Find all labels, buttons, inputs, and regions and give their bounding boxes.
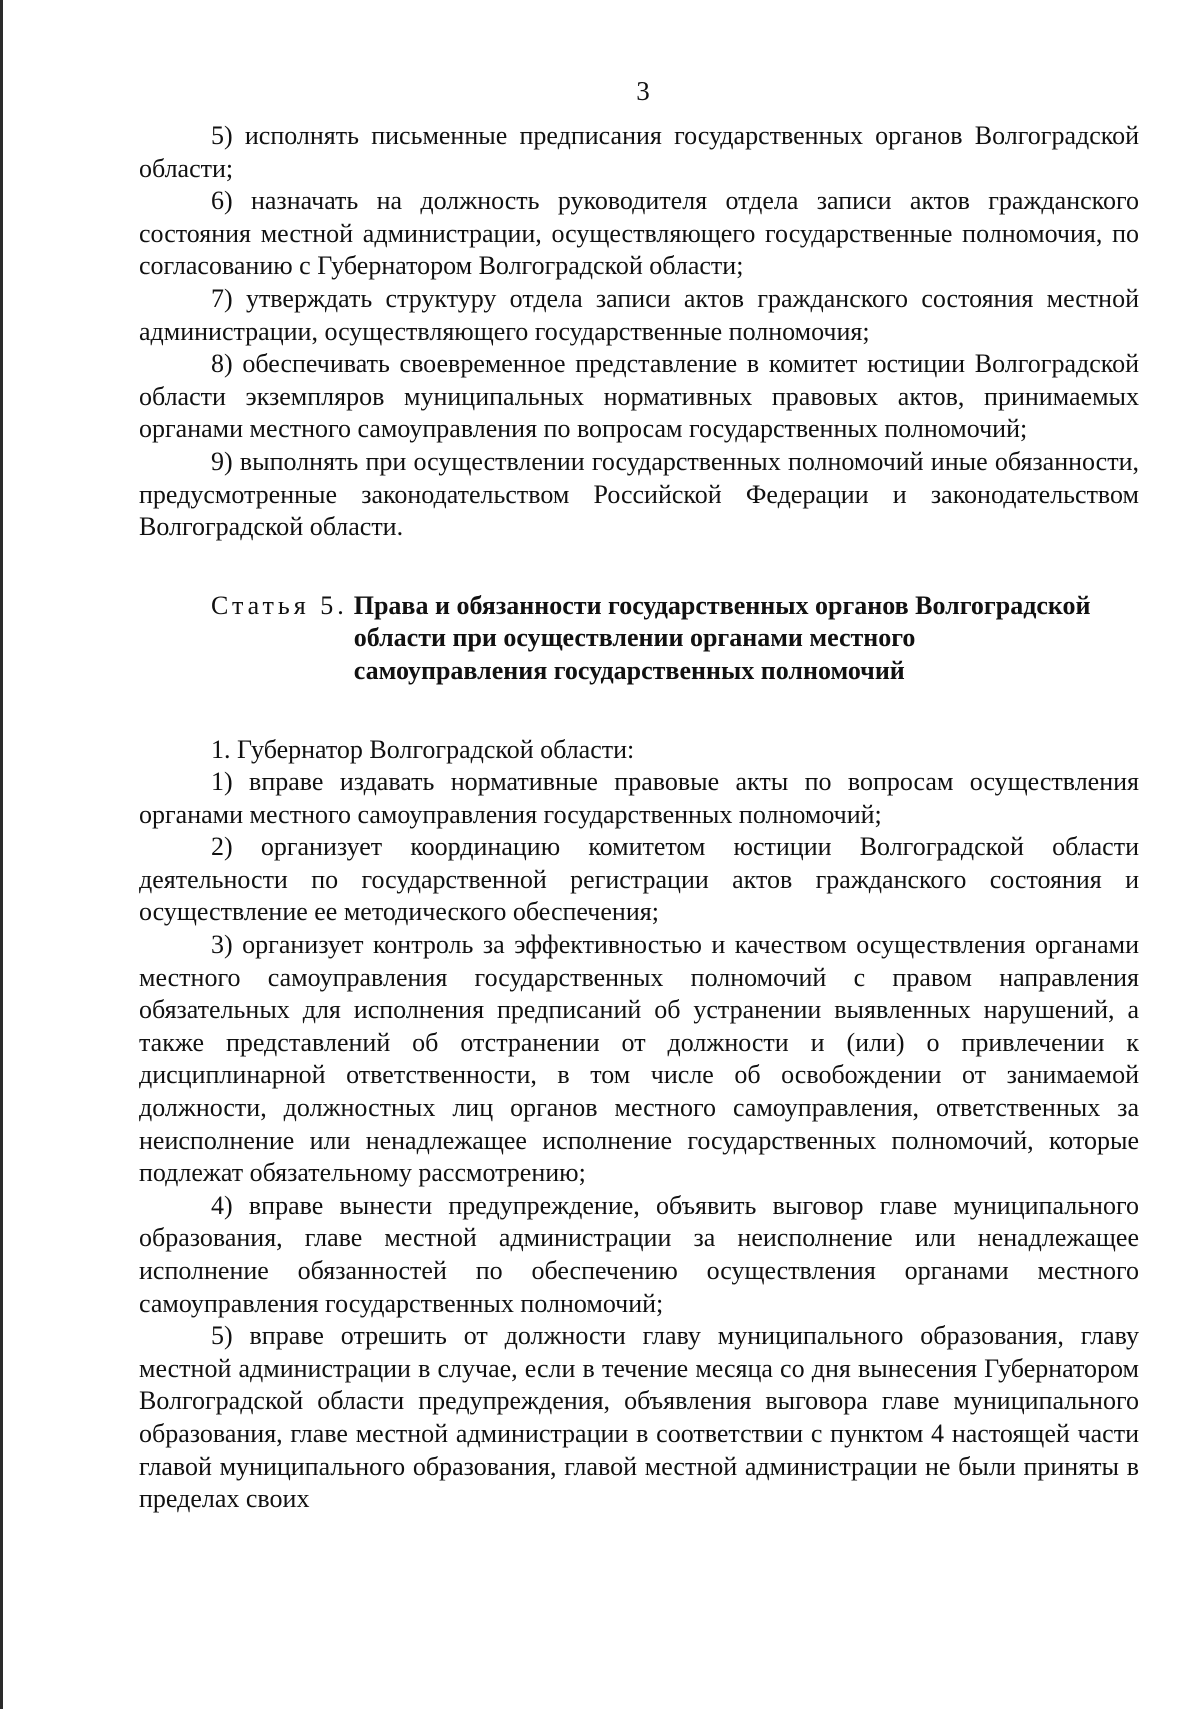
page-number: 3: [636, 76, 650, 106]
article-title: Права и обязанности государственных органов Волгоградской области при осуществлении органами местного самоуправления государственных полномочий: [353, 590, 1091, 685]
paragraph-item-7: 7) утверждать структуру отдела записи актов гражданского состояния местной администрации, осуществляющего государственные полномочия;: [139, 283, 1139, 346]
paragraph-item-5: 5) исполнять письменные предписания государственных органов Волгоградской области;: [139, 121, 1139, 183]
article-heading: [139, 590, 1139, 688]
part-1-intro: 1. Губернатор Волгоградской области:: [211, 734, 635, 764]
paragraph-item-6: 6) назначать на должность руководителя отдела записи актов гражданского состояния местной администрации, осуществляющего государственные полномочия, по согласованию с Губернатором Волгоградской области;: [139, 186, 1139, 281]
part-1-item-4: 4) вправе вынести предупреждение, объявить выговор главе муниципального образования, главе местной администрации за неисполнение или ненадлежащее исполнение обязанностей по обеспечению осуществления органами местного самоуправления государственных полномочий;: [139, 1190, 1139, 1318]
part-1-item-5: 5) вправе отрешить от должности главу муниципального образования, главу местной администрации в случае, если в течение месяца со дня вынесения Губернатором Волгоградской области предупреждения, объявления выговора главе муниципального образования, главе местной администрации в соответствии с пунктом 4 настоящей части главой муниципального образования, главой местной администрации не были приняты в пределах своих: [139, 1321, 1139, 1514]
document-body: [139, 120, 1139, 1516]
part-1-item-3: 3) организует контроль за эффективностью и качеством осуществления органами местного самоуправления государственных полномочий с правом направления обязательных для исполнения предписаний об устранении выявленных нарушений, а также представлений об отстранении от должности и (или) о привлечении к дисциплинарной ответственности, в том числе об освобождении от занимаемой должности, должностных лиц органов местного самоуправления, ответственных за неисполнение или ненадлежащее исполнение государственных полномочий, которые подлежат обязательному рассмотрению;: [139, 930, 1139, 1188]
paragraph-item-8: 8) обеспечивать своевременное представление в комитет юстиции Волгоградской области экземпляров муниципальных нормативных правовых актов, принимаемых органами местного самоуправления по вопросам государственных полномочий;: [139, 349, 1139, 444]
article-label: Статья 5.: [211, 590, 348, 620]
part-1-item-2: 2) организует координацию комитетом юстиции Волгоградской области деятельности по государственной регистрации актов гражданского состояния и осуществление ее методического обеспечения;: [139, 832, 1139, 927]
paragraph-item-9: 9) выполнять при осуществлении государственных полномочий иные обязанности, предусмотренные законодательством Российской Федерации и законодательством Волгоградской области.: [139, 446, 1139, 542]
part-1-item-1: 1) вправе издавать нормативные правовые акты по вопросам осуществления органами местного самоуправления государственных полномочий;: [139, 767, 1139, 829]
